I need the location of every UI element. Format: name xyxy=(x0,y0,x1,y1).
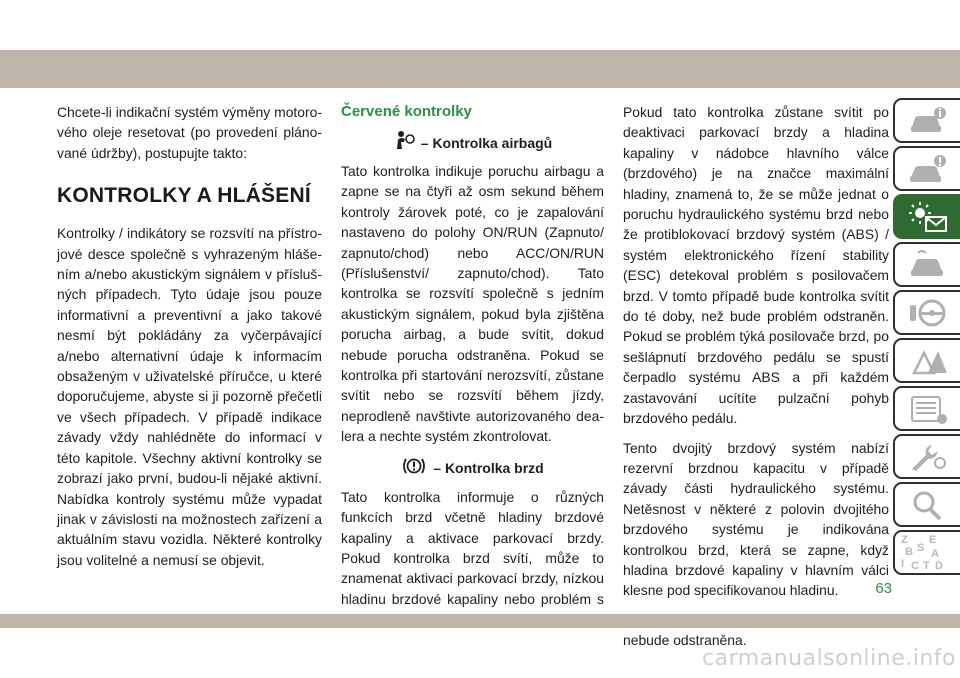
tab-emergency[interactable] xyxy=(893,338,960,383)
airbag-subheading xyxy=(341,130,604,155)
specifications-wrench-icon xyxy=(908,441,948,473)
airbag-subheading-text: – Kontrolka airbagů xyxy=(420,134,553,151)
tab-vehicle-alert[interactable] xyxy=(893,146,960,191)
watermark: carmanualsonline.info xyxy=(702,646,956,671)
brake-detail-paragraph-1: Pokud tato kontrolka zůstane svítit po deaktivaci parkovací brzdy a hladina kapaliny v nádobce hlavního válce (brzdového) je na značce maximální hladiny, znamená to, že se může jednat o poruchu hydraulického systému brzd nebo že protiblokovací brzdový systém (ABS) / systém elektronického řízení stability (ESC) detekoval problém s posilovačem brzd. V tomto případě bude kontrolka svítit do té doby, než bude problém odstraněn. Pokud se problém týká posilovače brzd, po sešlápnutí brzdového pedálu se spustí čerpadlo systému ABS a při každém zastavování ucítíte pulzační pohyb brzdového pedálu. xyxy=(623,104,889,427)
brake-subheading xyxy=(341,456,604,481)
chapter-intro-paragraph: Kontrolky / indikátory se rozsvítí na přístrojové desce společně s vyhrazeným hlášením a/nebo akustickým signálem v příslušných případech. Tyto údaje jsou pouze informativní a preventivní a jako takové nesmí být pokládány za vyčerpávající a/nebo alternativní údaje k informacím obsaženým v uživatelské příručce, u které doporučujeme, abyste si ji pozorně přečetli ve všech případech. V případě indikace závady vždy nahlédněte do informací v této kapitole. Všechny aktivní kontrolky se zobrazí jako první, budou-li nějaké aktivní. Nabídka kontroly systému může vypadat jinak v závislosti na možnostech zařízení a aktuálním stavu vozidla. Některé kontrolky jsou volitelné a nemusí se objevit. xyxy=(57,225,322,568)
tab-warning-lights[interactable] xyxy=(893,194,960,239)
car-info-icon xyxy=(908,105,948,137)
column-middle xyxy=(341,102,604,639)
steering-wheel-icon xyxy=(908,297,948,329)
index-search-icon xyxy=(908,489,948,521)
airbag-paragraph: Tato kontrolka indikuje poruchu airbagu a zapne se na čtyři až osm sekund během kontroly žárovek poté, co je zapalování nastaveno do polohy ON/RUN (Zapnuto/ zapnuto/chod) nebo ACC/ON/RUN (Příslušenství/ zapnuto/chod). Tato kontrolka se rozsvítí společně s jedním akustickým signálem, pokud byla zjištěna porucha airbag, a bude svítit, dokud nebude porucha odstraněna. Pokud se kontrolka při startování nerozsvítí, zůstane svítit nebo se rozsvítí během jízdy, neprodleně navštivte autorizovaného dealera a nechte systém zkontrolovat. xyxy=(341,163,604,445)
column-right xyxy=(623,102,889,660)
section-title-red-warnings: Červené kontrolky xyxy=(341,103,472,120)
hazard-triangle-icon xyxy=(908,345,948,377)
warning-light-message-icon xyxy=(908,201,948,233)
brake-detail-paragraph-2: Tento dvojitý brzdový systém nabízí rezervní brzdnou kapacitu v případě závady části hydraulického systému. Netěsnost v některé z polovin dvojitého brzdového systému je indikována kontrolkou brzd, která se zapne, když hladina brzdové kapaliny v hlavním válci klesne pod specifikovanou hladinu. xyxy=(623,439,889,599)
tab-technical-data[interactable] xyxy=(893,434,960,479)
intro-paragraph: Chcete-li indikační systém výměny motorového oleje resetovat (po provedení plánované údržby), postupujte takto: xyxy=(57,104,322,161)
chapter-heading: KONTROLKY A HLÁŠENÍ xyxy=(57,184,311,208)
tab-starting-driving[interactable] xyxy=(893,242,960,287)
language-letters-icon: Z xyxy=(901,534,908,546)
brake-subheading-text: – Kontrolka brzd xyxy=(433,460,544,477)
car-alert-icon xyxy=(908,153,948,185)
column-left xyxy=(57,102,322,579)
maintenance-checklist-icon xyxy=(908,393,948,425)
footer-band xyxy=(0,614,960,628)
airbag-warning-icon xyxy=(393,130,415,155)
tab-servicing[interactable] xyxy=(893,386,960,431)
brake-detail-paragraph-3: nebude odstraněna. xyxy=(623,632,747,649)
header-band xyxy=(0,50,960,88)
brake-warning-icon xyxy=(401,456,427,481)
brake-paragraph: Tato kontrolka informuje o různých funkcích brzd včetně hladiny brzdové kapaliny a aktivace parkovací brzdy. Pokud kontrolka brzd svítí, může to znamenat aktivaci parkovací brzdy, nízkou hladinu brzdové kapaliny nebo problém s xyxy=(341,488,604,607)
tab-multimedia[interactable] xyxy=(893,290,960,335)
tab-index[interactable] xyxy=(893,482,960,527)
tab-languages[interactable]: Z E B S A I C T D xyxy=(893,530,960,575)
tab-vehicle-info[interactable] xyxy=(893,98,960,143)
page-number: 63 xyxy=(875,580,892,597)
car-service-icon xyxy=(908,249,948,281)
chapter-tabs xyxy=(893,98,960,575)
